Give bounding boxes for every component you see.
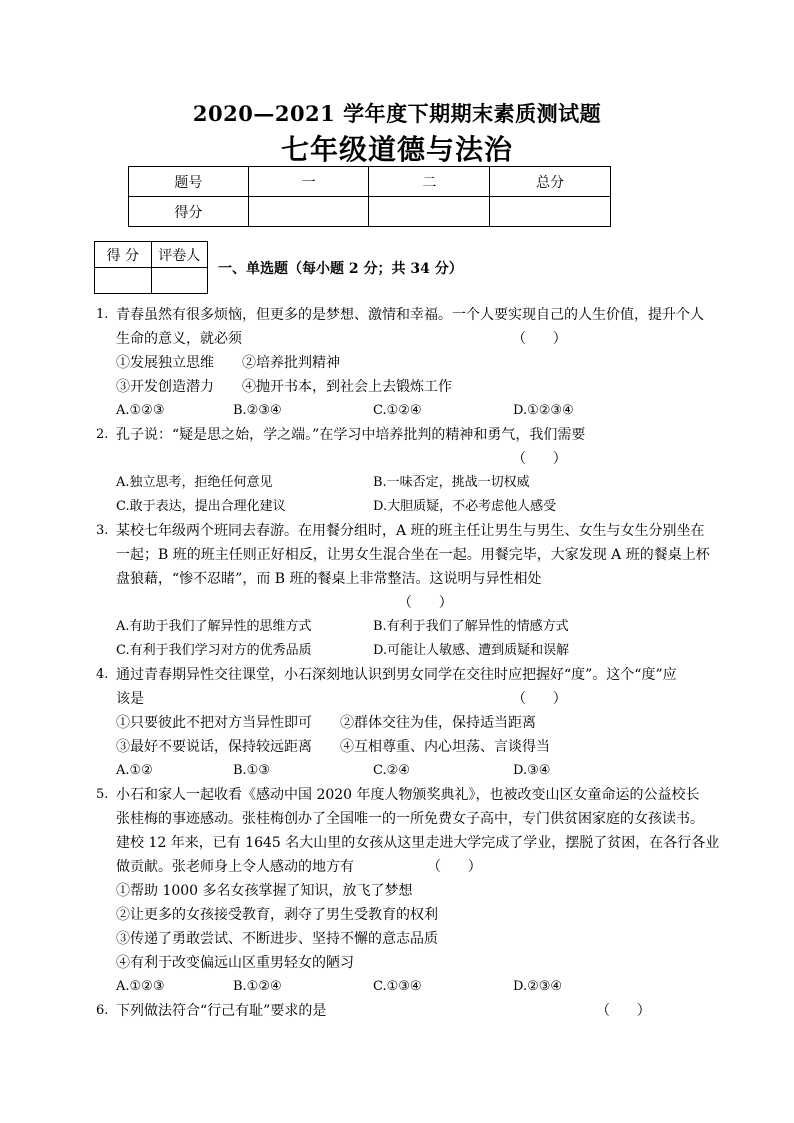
q5-option-c: C.①③④ <box>373 979 422 994</box>
score-cell-part2 <box>369 197 490 227</box>
score-cell-part1 <box>248 197 369 227</box>
grader-score-label: 得 分 <box>95 242 152 268</box>
q5-statement-4: ④有利于改变偏远山区重男轻女的陋习 <box>116 955 354 971</box>
q1-option-d: D.①②③④ <box>513 403 574 418</box>
q1-stem-line2: 生命的意义，就必须 <box>116 331 242 347</box>
q3-number: 3. <box>96 523 109 538</box>
q2-option-b: B.一味否定，挑战一切权威 <box>373 475 530 490</box>
q3-stem-line1: 某校七年级两个班同去春游。在用餐分组时，A 班的班主任让男生与男生、女生与女生分别坐在 <box>116 523 705 539</box>
q2-stem-line1: 孔子说：“疑是思之始，学之端。”在学习中培养批判的精神和勇气，我们需要 <box>116 427 586 443</box>
q4-option-b: B.①③ <box>233 763 270 778</box>
q1-stem-line1: 青春虽然有很多烦恼，但更多的是梦想、激情和幸福。一个人要实现自己的人生价值，提升个人 <box>116 307 704 323</box>
q1-option-b: B.②③④ <box>233 403 282 418</box>
q2-option-d: D.大胆质疑，不必考虑他人感受 <box>373 499 557 514</box>
q6-stem-line1: 下列做法符合“行己有耻”要求的是 <box>116 1003 327 1019</box>
q4-option-c: C.②④ <box>373 763 410 778</box>
q5-stem-line1: 小石和家人一起收看《感动中国 2020 年度人物颁奖典礼》，也被改变山区女童命运的公益校长 <box>116 787 700 803</box>
grader-name-cell <box>151 268 208 294</box>
q1-option-a: A.①②③ <box>116 403 165 418</box>
q4-option-a: A.①② <box>116 763 153 778</box>
q4-answer-blank: （ ） <box>512 691 567 707</box>
score-header-total: 总分 <box>490 167 611 197</box>
q5-answer-blank: （ ） <box>427 859 482 875</box>
q4-stem-line2: 该是 <box>116 691 144 707</box>
q4-number: 4. <box>96 667 109 682</box>
q5-statement-2: ②让更多的女孩接受教育，剥夺了男生受教育的权利 <box>116 907 438 923</box>
q5-option-a: A.①②③ <box>116 979 165 994</box>
q3-option-c: C.有利于我们学习对方的优秀品质 <box>116 643 312 658</box>
q5-stem-line2: 张桂梅的事迹感动。张桂梅创办了全国唯一的一所免费女子高中，专门供贫困家庭的女孩读书。 <box>116 811 704 827</box>
q2-option-c: C.敢于表达，提出合理化建议 <box>116 499 286 514</box>
score-row-label: 得分 <box>129 197 249 227</box>
q5-statement-3: ③传递了勇敢尝试、不断进步、坚持不懈的意志品质 <box>116 931 438 947</box>
q6-answer-blank: （ ） <box>596 1003 651 1019</box>
q1-statement-1: ①发展独立思维 ②培养批判精神 <box>116 355 340 371</box>
q1-number: 1. <box>96 307 109 322</box>
q5-stem-line3: 建校 12 年来，已有 1645 名大山里的女孩从这里走进大学完成了学业，摆脱了贫困，在各行各业 <box>116 835 720 851</box>
q2-answer-blank: （ ） <box>512 451 567 467</box>
q5-stem-line4: 做贡献。张老师身上令人感动的地方有 <box>116 859 354 875</box>
q5-option-b: B.①②④ <box>233 979 282 994</box>
q5-option-d: D.②③④ <box>513 979 563 994</box>
q6-number: 6. <box>96 1003 109 1018</box>
q4-statement-2: ③最好不要说话，保持较远距离 ④互相尊重、内心坦荡、言谈得当 <box>116 739 550 755</box>
score-table <box>128 166 611 227</box>
score-header-part1: 一 <box>248 167 369 197</box>
q3-option-a: A.有助于我们了解异性的思维方式 <box>116 619 312 634</box>
section-title: 一、单选题（每小题 2 分；共 34 分） <box>218 261 463 277</box>
grader-table <box>94 241 208 294</box>
score-cell-total <box>490 197 611 227</box>
exam-subtitle: 七年级道德与法治 <box>280 133 513 166</box>
q3-stem-line2: 一起；B 班的班主任则正好相反，让男女生混合坐在一起。用餐完毕，大家发现 A 班的餐桌上杯 <box>116 547 710 563</box>
q3-option-d: D.可能让人敏感、遭到质疑和误解 <box>373 643 570 658</box>
score-header-part2: 二 <box>369 167 490 197</box>
grader-name-label: 评卷人 <box>151 242 208 268</box>
q3-option-b: B.有利于我们了解异性的情感方式 <box>373 619 569 634</box>
q1-statement-2: ③开发创造潜力 ④抛开书本，到社会上去锻炼工作 <box>116 379 452 395</box>
q2-option-a: A.独立思考，拒绝任何意见 <box>116 475 273 490</box>
q4-stem-line1: 通过青春期异性交往课堂，小石深刻地认识到男女同学在交往时应把握好“度”。这个“度”应 <box>116 667 677 683</box>
q1-answer-blank: （ ） <box>512 331 567 347</box>
q1-option-c: C.①②④ <box>373 403 422 418</box>
grader-score-cell <box>95 268 152 294</box>
q3-answer-blank: （ ） <box>398 595 453 611</box>
q3-stem-line3: 盘狼藉，“惨不忍睹”，而 B 班的餐桌上非常整洁。这说明与异性相处 <box>116 571 542 587</box>
q2-number: 2. <box>96 427 109 442</box>
q5-statement-1: ①帮助 1000 多名女孩掌握了知识，放飞了梦想 <box>116 883 413 899</box>
score-header-number: 题号 <box>129 167 249 197</box>
q5-number: 5. <box>96 787 109 802</box>
q4-option-d: D.③④ <box>513 763 551 778</box>
q4-statement-1: ①只要彼此不把对方当异性即可 ②群体交往为佳，保持适当距离 <box>116 715 536 731</box>
exam-title: 2020—2021 学年度下期期末素质测试题 <box>192 101 602 126</box>
